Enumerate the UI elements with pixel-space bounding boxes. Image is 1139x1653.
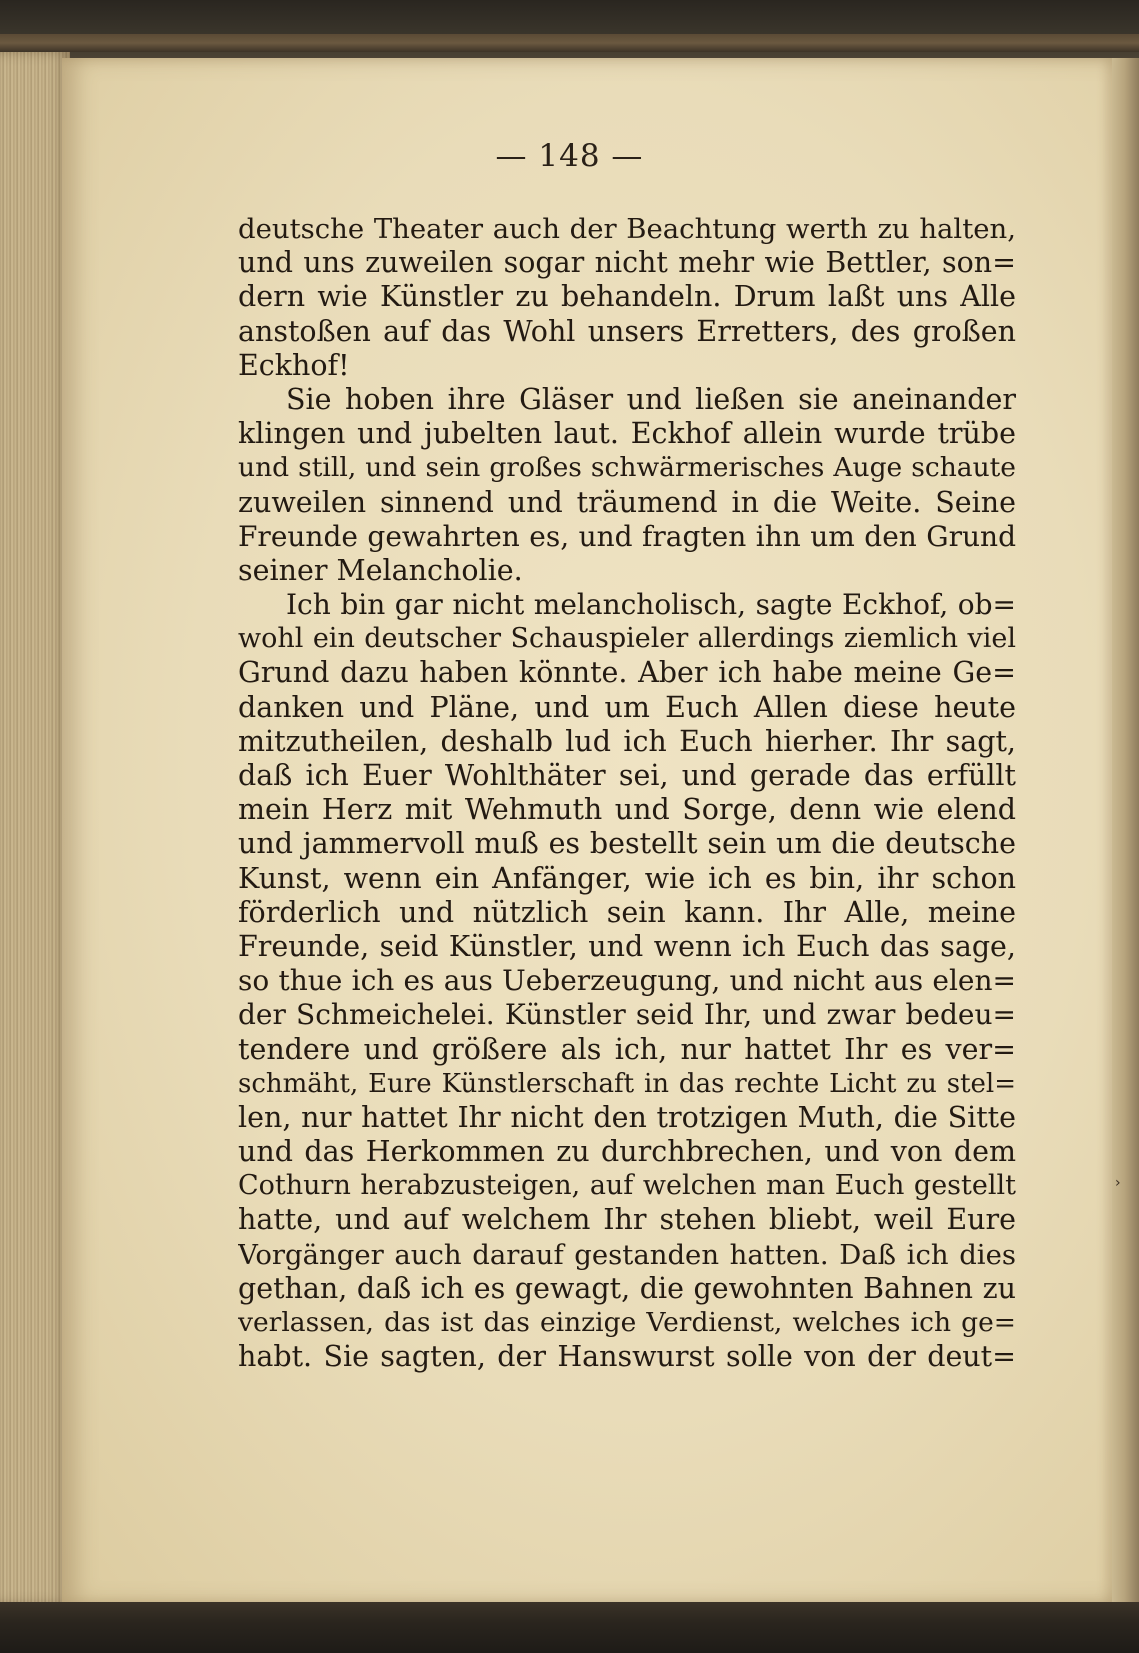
text-line: Vorgänger auch darauf gestanden hatten. Daß ich dies: [238, 1238, 1016, 1271]
text-line: danken und Pläne, und um Euch Allen diese heute: [238, 690, 1016, 724]
text-line: Kunst, wenn ein Anfänger, wie ich es bin, ihr schon: [238, 861, 1016, 895]
text-line: mein Herz mit Wehmuth und Sorge, denn wie elend: [238, 793, 1016, 827]
text-line: Ich bin gar nicht melancholisch, sagte Eckhof, ob=: [286, 588, 1016, 622]
text-line: Eckhof!: [238, 348, 350, 382]
text-line: wohl ein deutscher Schauspieler allerdings ziemlich viel: [238, 623, 1016, 655]
text-line: und das Herkommen zu durchbrechen, und von dem: [238, 1135, 1016, 1169]
book-cover-bottom: [0, 1602, 1139, 1653]
text-line: len, nur hattet Ihr nicht den trotzigen Muth, die Sitte: [238, 1100, 1016, 1134]
text-line: förderlich und nützlich sein kann. Ihr Alle, meine: [238, 895, 1016, 929]
text-line: dern wie Künstler zu behandeln. Drum laßt uns Alle: [238, 280, 1016, 314]
text-line: der Schmeichelei. Künstler seid Ihr, und zwar bedeu=: [238, 998, 1016, 1032]
text-line: hatte, und auf welchem Ihr stehen bliebt, weil Eure: [238, 1203, 1016, 1237]
text-line: Freunde gewahrten es, und fragten ihn um den Grund: [238, 519, 1016, 553]
text-line: mitzutheilen, deshalb lud ich Euch hierher. Ihr sagt,: [238, 724, 1016, 758]
page-stack-left: [0, 52, 70, 1604]
text-line: Sie hoben ihre Gläser und ließen sie aneinander: [286, 382, 1016, 416]
text-line: Grund dazu haben könnte. Aber ich habe meine Ge=: [238, 656, 1016, 690]
text-line: Freunde, seid Künstler, und wenn ich Euch das sage,: [238, 929, 1016, 963]
text-line: gethan, daß ich es gewagt, die gewohnten Bahnen zu: [238, 1271, 1016, 1305]
text-line: klingen und jubelten laut. Eckhof allein wurde trübe: [238, 417, 1016, 451]
book-cover-top-edge: [0, 34, 1139, 52]
text-line: und jammervoll muß es bestellt sein um die deutsche: [238, 827, 1016, 861]
text-line: und uns zuweilen sogar nicht mehr wie Bettler, son=: [238, 246, 1016, 280]
text-line: daß ich Euer Wohlthäter sei, und gerade das erfüllt: [238, 759, 1016, 792]
text-line: verlassen, das ist das einzige Verdienst, welches ich ge=: [238, 1307, 1016, 1338]
text-line: tendere und größere als ich, nur hattet Ihr es ver=: [238, 1032, 1016, 1066]
text-line: und still, und sein großes schwärmerisches Auge schaute: [238, 452, 1016, 484]
page-number: — 148 —: [495, 138, 644, 174]
text-line: deutsche Theater auch der Beachtung werth zu halten,: [238, 213, 1016, 245]
text-line: so thue ich es aus Ueberzeugung, und nicht aus elen=: [238, 964, 1016, 998]
margin-mark: ›: [1115, 1175, 1121, 1191]
page-stack-right: [1110, 58, 1139, 1606]
text-line: habt. Sie sagten, der Hanswurst solle von der deut=: [238, 1340, 1016, 1374]
text-line: seiner Melancholie.: [238, 553, 523, 587]
text-line: anstoßen auf das Wohl unsers Erretters, des großen: [238, 314, 1016, 348]
text-line: zuweilen sinnend und träumend in die Weite. Seine: [238, 485, 1016, 519]
text-line: Cothurn herabzusteigen, auf welchen man Euch gestellt: [238, 1170, 1016, 1202]
text-line: schmäht, Eure Künstlerschaft in das rechte Licht zu stel=: [238, 1068, 1016, 1099]
body-text: [238, 212, 1016, 1374]
